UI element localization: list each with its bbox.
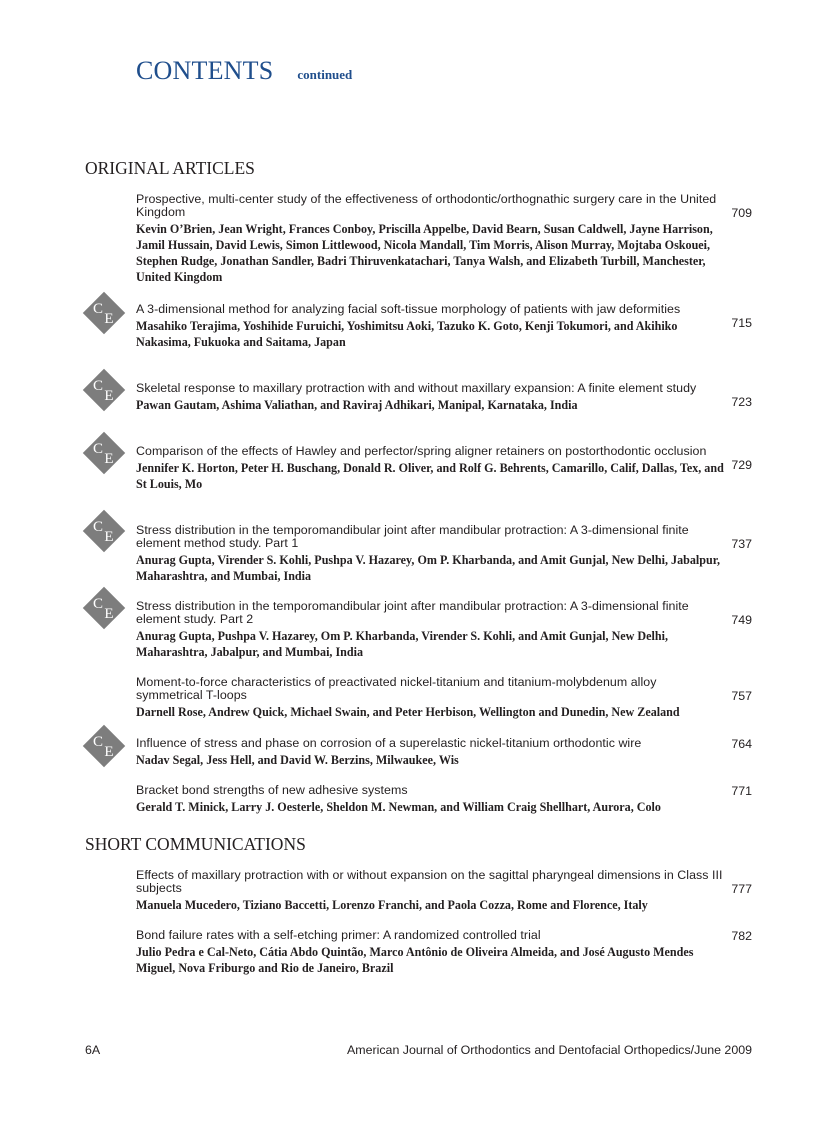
page-number: 729 xyxy=(731,458,752,472)
article-authors: Darnell Rose, Andrew Quick, Michael Swain, and Peter Herbison, Wellington and Dunedin, New Zealand xyxy=(136,705,680,719)
section-heading-original-articles: ORIGINAL ARTICLES xyxy=(85,158,255,178)
article-authors: Nadav Segal, Jess Hell, and David W. Berzins, Milwaukee, Wis xyxy=(136,753,459,767)
ce-diamond-icon xyxy=(80,507,128,555)
page-number: 782 xyxy=(731,929,752,943)
toc-entry[interactable] xyxy=(136,600,752,660)
toc-entry[interactable] xyxy=(136,929,752,976)
page-number: 715 xyxy=(731,316,752,330)
ce-credit-icon xyxy=(80,289,128,337)
ce-diamond-icon xyxy=(80,429,128,477)
svg-text:C: C xyxy=(92,519,104,535)
toc-entry[interactable] xyxy=(136,382,752,413)
toc-entry[interactable] xyxy=(136,303,752,350)
ce-credit-icon xyxy=(80,366,128,414)
article-authors: Jennifer K. Horton, Peter H. Buschang, Donald R. Oliver, and Rolf G. Behrents, Camarillo, Calif, Dallas, Tex, and St Louis, Mo xyxy=(136,461,724,491)
article-authors: Kevin O’Brien, Jean Wright, Frances Conboy, Priscilla Appelbe, David Bearn, Susan Caldwell, Jayne Harrison, Jamil Hussain, David Lewis, Simon Littlewood, Nicola Mandall, Tim Morris, Alison Murray, Mojtaba Oskouei, Stephen Rudge, Jonathan Sandler, Badri Thiruvenkatachari, Tanya Walsh, and Elizabeth Turbill, Manchester, United Kingdom xyxy=(136,222,713,284)
article-title[interactable]: A 3-dimensional method for analyzing facial soft-tissue morphology of patients with jaw deformities xyxy=(136,302,681,316)
article-title[interactable]: Stress distribution in the temporomandibular joint after mandibular protraction: A 3-dimensional finite element study. Part 2 xyxy=(136,599,689,626)
toc-entry[interactable] xyxy=(136,524,752,584)
page-subtitle: continued xyxy=(297,67,353,82)
page-number: 771 xyxy=(731,784,752,798)
article-authors: Manuela Mucedero, Tiziano Baccetti, Lorenzo Franchi, and Paola Cozza, Rome and Florence, Italy xyxy=(136,898,648,912)
page-number: 764 xyxy=(731,737,752,751)
svg-text:E: E xyxy=(104,529,114,545)
article-authors: Julio Pedra e Cal-Neto, Cátia Abdo Quintão, Marco Antônio de Oliveira Almeida, and José Augusto Mendes Miguel, Nova Friburgo and Rio de Janeiro, Brazil xyxy=(136,945,694,975)
contents-header xyxy=(136,56,352,86)
article-title[interactable]: Bond failure rates with a self-etching primer: A randomized controlled trial xyxy=(136,928,541,942)
svg-text:C: C xyxy=(92,378,104,394)
article-authors: Anurag Gupta, Virender S. Kohli, Pushpa V. Hazarey, Om P. Kharbanda, and Amit Gunjal, New Delhi, Jabalpur, Maharashtra, and Mumbai, India xyxy=(136,553,720,583)
svg-text:E: E xyxy=(104,388,114,404)
svg-text:C: C xyxy=(92,734,104,750)
article-title[interactable]: Skeletal response to maxillary protraction with and without maxillary expansion: A finite element study xyxy=(136,381,697,395)
ce-credit-icon xyxy=(80,507,128,555)
ce-credit-icon xyxy=(80,584,128,632)
page-number: 709 xyxy=(731,206,752,220)
article-authors: Pawan Gautam, Ashima Valiathan, and Raviraj Adhikari, Manipal, Karnataka, India xyxy=(136,398,578,412)
ce-diamond-icon xyxy=(80,584,128,632)
toc-entry[interactable] xyxy=(136,193,752,285)
page-number: 777 xyxy=(731,882,752,896)
toc-entry[interactable] xyxy=(136,869,752,913)
article-title[interactable]: Moment-to-force characteristics of preactivated nickel-titanium and titanium-molybdenum alloy symmetrical T-loops xyxy=(136,675,657,702)
toc-entry[interactable] xyxy=(136,676,752,720)
svg-text:E: E xyxy=(104,451,114,467)
toc-entry[interactable] xyxy=(136,737,752,768)
page-number: 757 xyxy=(731,689,752,703)
page-number: 749 xyxy=(731,613,752,627)
page-title: CONTENTS xyxy=(136,56,274,85)
article-title[interactable]: Effects of maxillary protraction with or without expansion on the sagittal pharyngeal dimensions in Class III subjects xyxy=(136,868,723,895)
footer-page-label: 6A xyxy=(85,1043,101,1057)
article-title[interactable]: Comparison of the effects of Hawley and perfector/spring aligner retainers on postorthodontic occlusion xyxy=(136,444,707,458)
svg-text:E: E xyxy=(104,311,114,327)
ce-credit-icon xyxy=(80,722,128,770)
svg-text:C: C xyxy=(92,301,104,317)
article-authors: Gerald T. Minick, Larry J. Oesterle, Sheldon M. Newman, and William Craig Shellhart, Aurora, Colo xyxy=(136,800,661,814)
toc-entry[interactable] xyxy=(136,445,752,492)
article-title[interactable]: Bracket bond strengths of new adhesive systems xyxy=(136,783,408,797)
article-title[interactable]: Prospective, multi-center study of the effectiveness of orthodontic/orthognathic surgery care in the United Kingdom xyxy=(136,192,717,219)
ce-diamond-icon xyxy=(80,722,128,770)
page-number: 723 xyxy=(731,395,752,409)
svg-text:C: C xyxy=(92,596,104,612)
toc-entry[interactable] xyxy=(136,784,752,815)
svg-text:E: E xyxy=(104,744,114,760)
article-title[interactable]: Stress distribution in the temporomandibular joint after mandibular protraction: A 3-dimensional finite element method study. Part 1 xyxy=(136,523,689,550)
section-heading-short-communications: SHORT COMMUNICATIONS xyxy=(85,834,306,854)
ce-diamond-icon xyxy=(80,289,128,337)
article-authors: Anurag Gupta, Pushpa V. Hazarey, Om P. Kharbanda, Virender S. Kohli, and Amit Gunjal, New Delhi, Maharashtra, Jabalpur, and Mumbai, India xyxy=(136,629,668,659)
page-footer xyxy=(85,1043,752,1059)
article-title[interactable]: Influence of stress and phase on corrosion of a superelastic nickel-titanium orthodontic wire xyxy=(136,736,642,750)
page-number: 737 xyxy=(731,537,752,551)
svg-text:C: C xyxy=(92,441,104,457)
footer-journal: American Journal of Orthodontics and Dentofacial Orthopedics/June 2009 xyxy=(347,1043,752,1057)
svg-text:E: E xyxy=(104,606,114,622)
article-authors: Masahiko Terajima, Yoshihide Furuichi, Yoshimitsu Aoki, Tazuko K. Goto, Kenji Tokumori, and Akihiko Nakasima, Fukuoka and Saitama, Japan xyxy=(136,319,678,349)
ce-diamond-icon xyxy=(80,366,128,414)
ce-credit-icon xyxy=(80,429,128,477)
